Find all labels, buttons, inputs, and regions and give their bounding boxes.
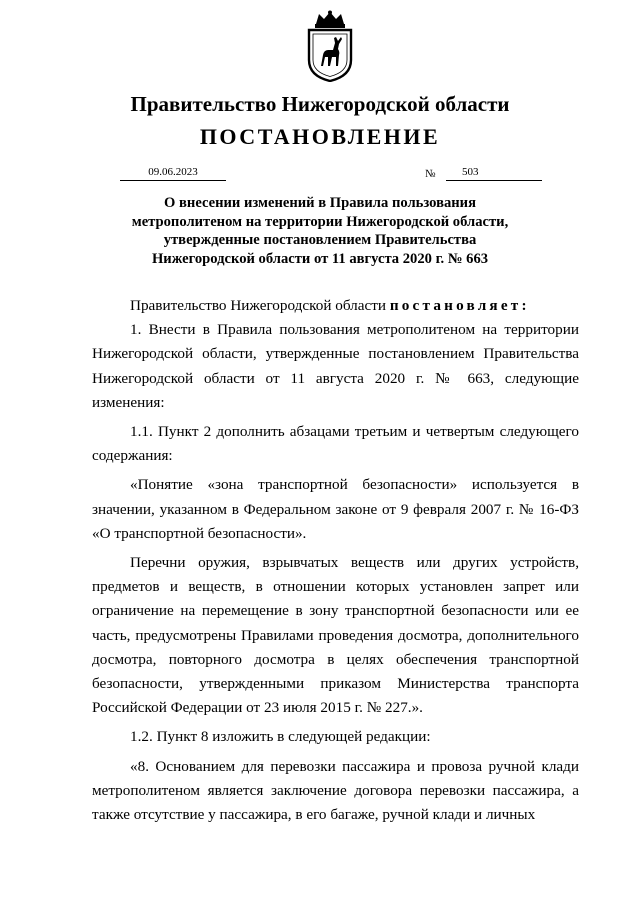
subject-line: Нижегородской области от 11 августа 2020 г. № 663 bbox=[151, 250, 489, 267]
paragraph-quote-3: «8. Основанием для перевозки пассажира и провоза ручной клади метрополитеном является заключение договора перевозки пассажира, а также отсутствие у пассажира, в его багаже, ручной клади и личных bbox=[92, 757, 579, 824]
paragraph-quote-1: «Понятие «зона транспортной безопасности» используется в значении, указанном в Федеральном законе от 9 февраля 2007 г. № 16-ФЗ «О транспортной безопасности». bbox=[92, 476, 579, 542]
paragraph-1-2: 1.2. Пункт 8 изложить в следующей редакции: bbox=[130, 728, 431, 746]
document-date: 09.06.2023 bbox=[120, 166, 226, 181]
paragraph-1: 1. Внести в Правила пользования метрополитеном на территории Нижегородской области, утвержденные постановлением Правительства Нижегородской области от 11 августа 2020 г. № 663, следующие изменения: bbox=[92, 321, 579, 411]
paragraph-1-1: 1.1. Пункт 2 дополнить абзацами третьим и четвертым следующего содержания: bbox=[92, 423, 579, 465]
document-body bbox=[92, 294, 579, 827]
document-subject bbox=[100, 194, 540, 268]
intro-text: Правительство Нижегородской области bbox=[130, 297, 390, 314]
intro-paragraph bbox=[92, 294, 579, 318]
coat-of-arms-icon bbox=[302, 10, 358, 82]
decree-word: постановляет: bbox=[389, 297, 530, 314]
subject-line: метрополитеном на территории Нижегородской области, bbox=[131, 213, 509, 230]
subject-line: О внесении изменений в Правила пользования bbox=[164, 195, 476, 211]
document-type: ПОСТАНОВЛЕНИЕ bbox=[199, 124, 441, 149]
number-label: № bbox=[425, 168, 436, 180]
subject-line: утвержденные постановлением Правительства bbox=[163, 232, 477, 248]
government-title: Правительство Нижегородской области bbox=[130, 92, 510, 116]
document-number: 503 bbox=[446, 166, 542, 181]
paragraph-quote-2: Перечни оружия, взрывчатых веществ или других устройств, предметов и веществ, в отношении которых установлен запрет или ограничение на перемещение в зону транспортной безопасности или ее часть, предусмотрены Правилами проведения досмотра, дополнительного досмотра, повторного досмотра в целях обеспечения транспортной безопасности, утвержденными приказом Министерства транспорта Российской Федерации от 23 июля 2015 г. № 227.». bbox=[92, 554, 579, 717]
